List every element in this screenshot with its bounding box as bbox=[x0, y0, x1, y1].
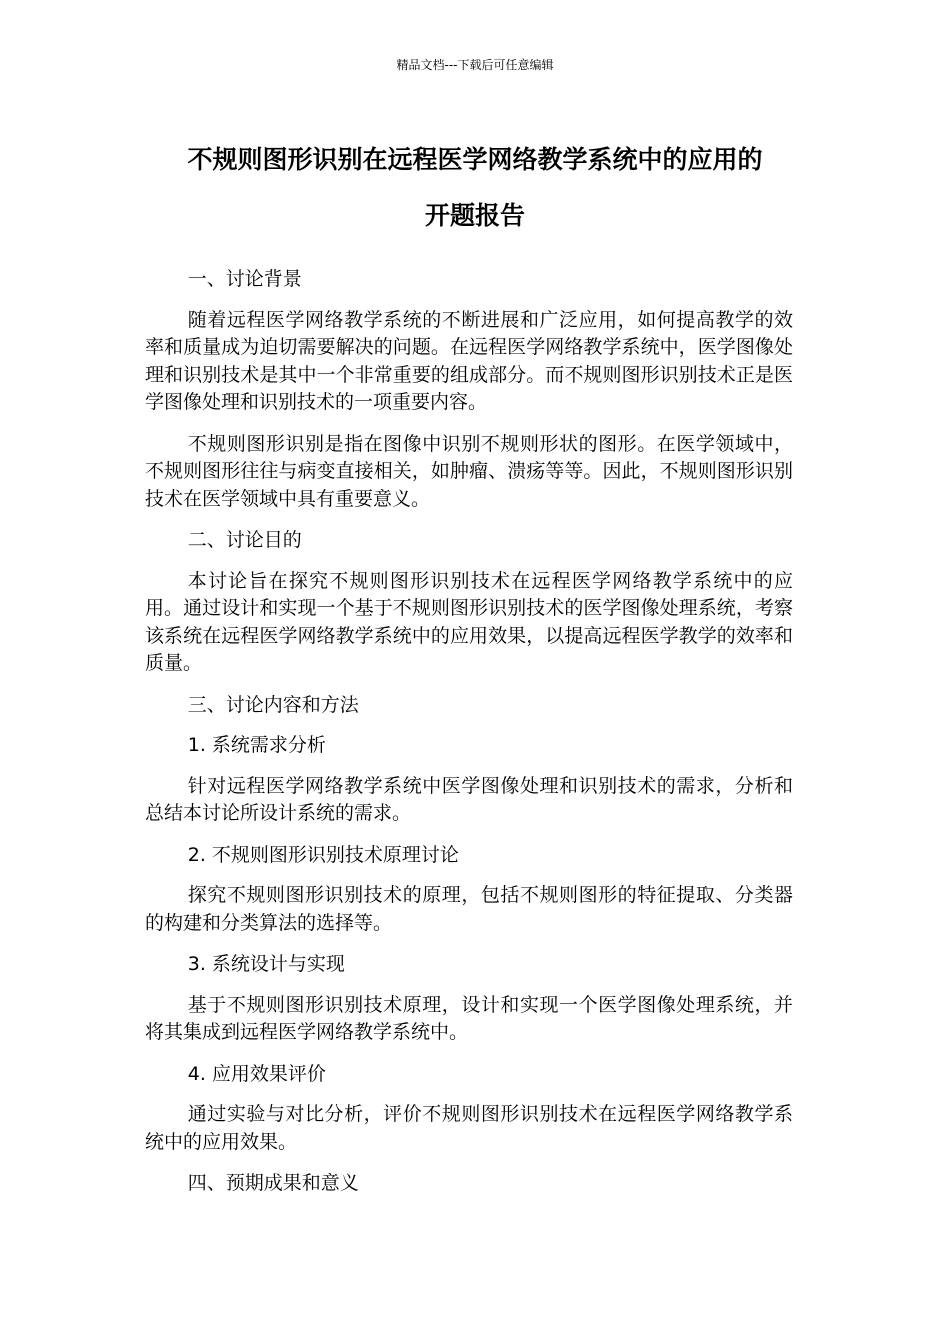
page-header: 精品文档---下载后可任意编辑 bbox=[396, 58, 554, 72]
subsection-heading-design: 3. 系统设计与实现 bbox=[187, 953, 345, 975]
paragraph-background-2: 不规则图形识别是指在图像中识别不规则形状的图形。在医学领域中，不规则图形往往与病变直接相关，如肿瘤、溃疡等等。因此，不规则图形识别技术在医学领域中具有重要意义。 bbox=[145, 432, 793, 510]
paragraph-design: 基于不规则图形识别技术原理，设计和实现一个医学图像处理系统，并将其集成到远程医学网络教学系统中。 bbox=[145, 993, 793, 1043]
document-title bbox=[145, 132, 805, 244]
document-title-line-1: 不规则图形识别在远程医学网络教学系统中的应用的 bbox=[187, 145, 763, 174]
section-heading-outcomes: 四、预期成果和意义 bbox=[187, 1172, 359, 1194]
section-heading-background: 一、讨论背景 bbox=[187, 268, 302, 290]
section-heading-content-methods: 三、讨论内容和方法 bbox=[187, 693, 359, 716]
subsection-heading-evaluation: 4. 应用效果评价 bbox=[187, 1062, 326, 1085]
paragraph-requirements: 针对远程医学网络教学系统中医学图像处理和识别技术的需求，分析和总结本讨论所设计系统的需求。 bbox=[145, 774, 793, 824]
paragraph-principles: 探究不规则图形识别技术的原理，包括不规则图形的特征提取、分类器的构建和分类算法的选择等。 bbox=[145, 884, 793, 934]
paragraph-purpose: 本讨论旨在探究不规则图形识别技术在远程医学网络教学系统中的应用。通过设计和实现一个基于不规则图形识别技术的医学图像处理系统，考察该系统在远程医学网络教学系统中的应用效果，以提高远程医学教学的效率和质量。 bbox=[145, 569, 793, 674]
section-heading-purpose: 二、讨论目的 bbox=[187, 529, 302, 551]
document-title-line-2: 开题报告 bbox=[424, 201, 525, 230]
subsection-heading-requirements: 1. 系统需求分析 bbox=[187, 734, 326, 756]
paragraph-background-1: 随着远程医学网络教学系统的不断进展和广泛应用，如何提高教学的效率和质量成为迫切需要解决的问题。在远程医学网络教学系统中，医学图像处理和识别技术是其中一个非常重要的组成部分。而不规则图形识别技术正是医学图像处理和识别技术的一项重要内容。 bbox=[145, 308, 793, 413]
document-body bbox=[145, 266, 793, 1211]
paragraph-evaluation: 通过实验与对比分析，评价不规则图形识别技术在远程医学网络教学系统中的应用效果。 bbox=[145, 1103, 793, 1153]
subsection-heading-principles: 2. 不规则图形识别技术原理讨论 bbox=[187, 843, 459, 866]
